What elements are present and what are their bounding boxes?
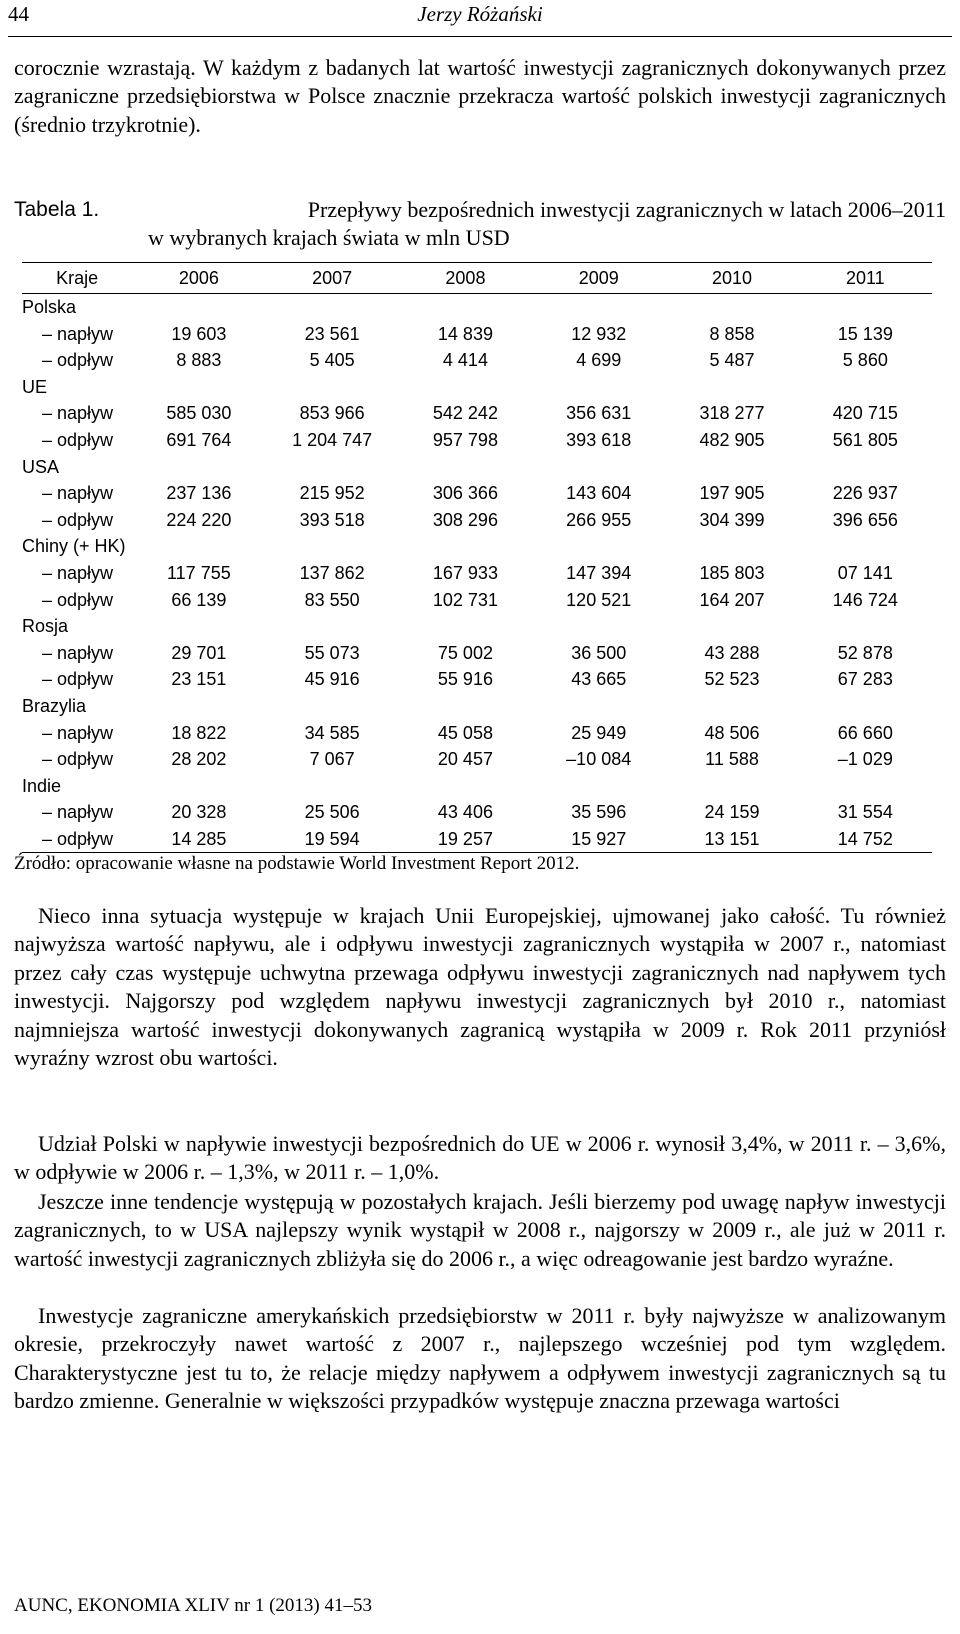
table-cell-value: 197 905: [699, 483, 765, 504]
table-caption-label: Tabela 1.: [14, 198, 100, 221]
table-cell-value: 45 916: [304, 669, 360, 690]
flow-type-label: – napływ: [42, 562, 114, 583]
fdi-flows-table: [22, 262, 932, 853]
table-cell-value: 14 752: [837, 828, 893, 849]
table-row: [22, 507, 932, 534]
table-row: [22, 427, 932, 454]
table-cell-value: 306 366: [432, 483, 498, 504]
body-paragraph: Inwestycje zagraniczne amerykańskich przedsiębiorstw w 2011 r. były najwyższe w analizowanym okresie, przekroczyły nawet wartość z 2007 r., najlepszego wcześniej pod tym względem. Charakterystyczne jest tu to, że relacje między napływem a odpływem inwestycji zagranicznych są tu bardzo zmienne. Generalnie w większości przypadków występuje znaczna przewaga wartości: [14, 1303, 946, 1414]
table-cell-value: 45 058: [437, 722, 493, 743]
table-country-row: [22, 533, 932, 560]
flow-type-label: – odpływ: [42, 669, 114, 690]
table-cell-value: 13 151: [704, 828, 760, 849]
table-cell-value: 266 955: [566, 509, 632, 530]
flow-type-label: – odpływ: [42, 749, 114, 770]
table-cell-value: 20 328: [171, 802, 227, 823]
flow-type-label: – napływ: [42, 642, 114, 663]
table-country-row: [22, 454, 932, 481]
table-cell-value: 15 927: [571, 828, 627, 849]
column-header-year: 2011: [799, 263, 932, 294]
table-cell-value: 482 905: [699, 429, 765, 450]
table-cell-value: 43 406: [437, 802, 493, 823]
table-row: [22, 587, 932, 614]
table-row: [22, 720, 932, 747]
table-cell-value: 691 764: [166, 429, 232, 450]
table-caption-title-line1: Przepływy bezpośrednich inwestycji zagranicznych w latach 2006–2011: [307, 197, 946, 222]
table-row: [22, 826, 932, 853]
table-cell-value: 14 839: [437, 323, 493, 344]
table-cell-value: 36 500: [571, 642, 627, 663]
table-cell-value: 24 159: [704, 802, 760, 823]
table-cell-value: 52 878: [837, 642, 893, 663]
table-cell-value: 215 952: [299, 483, 365, 504]
table-cell-value: 19 257: [437, 828, 493, 849]
table-source-note: Źródło: opracowanie własne na podstawie World Investment Report 2012.: [14, 853, 580, 874]
table-cell-value: 18 822: [171, 722, 227, 743]
intro-paragraph: corocznie wzrastają. W każdym z badanych lat wartość inwestycji zagranicznych dokonywanych przez zagraniczne przedsiębiorstwa w Polsce znacznie przekracza wartość polskich inwestycji zagranicznych (średnio trzykrotnie).: [14, 55, 946, 137]
column-header-year: 2007: [266, 263, 399, 294]
table-row: [22, 321, 932, 348]
table-cell-value: 28 202: [171, 749, 227, 770]
table-cell-value: 147 394: [566, 562, 632, 583]
running-header-author: Jerzy Różański: [417, 2, 543, 26]
country-name: Indie: [22, 775, 62, 796]
table-cell-value: 7 067: [309, 749, 355, 770]
table-cell-value: 4 414: [442, 350, 488, 371]
table-cell-value: 55 916: [437, 669, 493, 690]
table-cell-value: 226 937: [832, 483, 898, 504]
country-name: USA: [22, 456, 60, 477]
table-cell-value: 66 139: [171, 589, 227, 610]
column-header-year: 2008: [399, 263, 532, 294]
table-cell-value: 167 933: [432, 562, 498, 583]
table-cell-value: 83 550: [304, 589, 360, 610]
running-header: [8, 0, 952, 37]
column-header-year: 2009: [532, 263, 665, 294]
table-cell-value: 31 554: [837, 802, 893, 823]
flow-type-label: – odpływ: [42, 828, 114, 849]
table-cell-value: 542 242: [432, 403, 498, 424]
column-header-year: 2010: [665, 263, 798, 294]
table-cell-value: 5 405: [309, 350, 355, 371]
table-cell-value: 143 604: [566, 483, 632, 504]
table-cell-value: 356 631: [566, 403, 632, 424]
country-name: Brazylia: [22, 695, 87, 716]
table-cell-value: 137 862: [299, 562, 365, 583]
table-cell-value: 585 030: [166, 403, 232, 424]
column-header-countries: Kraje: [22, 263, 132, 294]
table-row: [22, 480, 932, 507]
table-cell-value: 23 151: [171, 669, 227, 690]
table-country-row: [22, 294, 932, 321]
table-cell-value: 1 204 747: [292, 429, 373, 450]
table-cell-value: 224 220: [166, 509, 232, 530]
table-cell-value: 8 858: [709, 323, 755, 344]
table-country-row: [22, 374, 932, 401]
table-cell-value: 43 288: [704, 642, 760, 663]
table-body: [22, 294, 932, 853]
flow-type-label: – odpływ: [42, 429, 114, 450]
country-name: Polska: [22, 297, 77, 317]
table-cell-value: 853 966: [299, 403, 365, 424]
flow-type-label: – odpływ: [42, 589, 114, 610]
table-cell-value: 66 660: [837, 722, 893, 743]
table-row: [22, 746, 932, 773]
table-row: [22, 400, 932, 427]
table-cell-value: 19 603: [171, 323, 227, 344]
flow-type-label: – napływ: [42, 483, 114, 504]
page-number: 44: [8, 2, 29, 26]
table-cell-value: 120 521: [566, 589, 632, 610]
table-cell-value: 420 715: [832, 403, 898, 424]
table-cell-value: 11 588: [705, 749, 759, 770]
body-paragraph: Nieco inna sytuacja występuje w krajach Unii Europejskiej, ujmowanej jako całość. Tu również najwyższa wartość napływu, ale i odpływu inwestycji zagranicznych wystąpiła w 2007 r., natomiast przez cały czas występuje uchwytna przewaga odpływu inwestycji zagranicznych nad napływem tych inwestycji. Najgorszy pod względem napływu inwestycji zagranicznych był 2010 r., natomiast najmniejsza wartość inwestycji dokonywanych zagranicą wystąpiła w 2009 r. Rok 2011 przyniósł wyraźny wzrost obu wartości.: [14, 903, 946, 1071]
table-cell-value: 23 561: [304, 323, 360, 344]
table-caption-title-line2: w wybranych krajach świata w mln USD: [148, 225, 510, 251]
table-cell-value: 561 805: [832, 429, 898, 450]
table-cell-value: 396 656: [832, 509, 898, 530]
table-cell-value: 5 860: [842, 350, 888, 371]
table-cell-value: 25 949: [571, 722, 627, 743]
country-name: Chiny (+ HK): [22, 536, 126, 557]
table-cell-value: 308 296: [432, 509, 498, 530]
table-cell-value: 304 399: [699, 509, 765, 530]
table-row: [22, 640, 932, 667]
country-name: Rosja: [22, 616, 69, 637]
journal-footer: AUNC, EKONOMIA XLIV nr 1 (2013) 41–53: [14, 1595, 372, 1616]
table-cell-value: 52 523: [704, 669, 760, 690]
table-cell-value: 117 755: [167, 562, 231, 583]
table-cell-value: 29 701: [171, 642, 227, 663]
table-cell-value: 25 506: [304, 802, 360, 823]
country-name: UE: [22, 376, 48, 397]
table-cell-value: 14 285: [171, 828, 227, 849]
table-cell-value: 07 141: [837, 562, 893, 583]
table-cell-value: 4 699: [576, 350, 622, 371]
table-cell-value: 67 283: [837, 669, 893, 690]
table-cell-value: –1 029: [837, 749, 893, 770]
table-cell-value: 957 798: [432, 429, 498, 450]
table-cell-value: 55 073: [304, 642, 360, 663]
table-cell-value: 43 665: [571, 669, 627, 690]
body-paragraph: Jeszcze inne tendencje występują w pozostałych krajach. Jeśli bierzemy pod uwagę napływ inwestycji zagranicznych, to w USA najlepszy wynik wystąpił w 2008 r., najgorszy w 2009 r., ale już w 2011 r. wartość inwestycji zagranicznych zbliżyła się do 2006 r., a więc odreagowanie jest bardzo wyraźne.: [14, 1189, 946, 1271]
table-cell-value: –10 084: [566, 749, 632, 770]
table-row: [22, 560, 932, 587]
flow-type-label: – odpływ: [42, 350, 114, 371]
table-cell-value: 102 731: [432, 589, 498, 610]
table-row: [22, 666, 932, 693]
body-paragraph: Udział Polski w napływie inwestycji bezpośrednich do UE w 2006 r. wynosił 3,4%, w 2011 r. – 3,6%, w odpływie w 2006 r. – 1,3%, w 2011 r. – 1,0%.: [14, 1131, 946, 1185]
table-country-row: [22, 693, 932, 720]
flow-type-label: – napływ: [42, 802, 114, 823]
flow-type-label: – napływ: [42, 722, 114, 743]
table-cell-value: 393 518: [299, 509, 365, 530]
table-cell-value: 185 803: [699, 562, 765, 583]
table-cell-value: 35 596: [571, 802, 627, 823]
table-cell-value: 20 457: [437, 749, 493, 770]
table-cell-value: 19 594: [304, 828, 360, 849]
table-cell-value: 48 506: [704, 722, 760, 743]
table-row: [22, 799, 932, 826]
table-cell-value: 8 883: [176, 350, 222, 371]
table-country-row: [22, 773, 932, 800]
flow-type-label: – napływ: [42, 403, 114, 424]
table-cell-value: 393 618: [566, 429, 632, 450]
flow-type-label: – odpływ: [42, 509, 114, 530]
table-cell-value: 318 277: [699, 403, 765, 424]
table-cell-value: 5 487: [709, 350, 755, 371]
table-country-row: [22, 613, 932, 640]
flow-type-label: – napływ: [42, 323, 114, 344]
table-cell-value: 146 724: [832, 589, 898, 610]
table-cell-value: 75 002: [437, 642, 493, 663]
table-cell-value: 15 139: [837, 323, 893, 344]
table-cell-value: 12 932: [571, 323, 627, 344]
table-cell-value: 164 207: [699, 589, 765, 610]
table-cell-value: 237 136: [166, 483, 232, 504]
column-header-year: 2006: [132, 263, 265, 294]
table-header-row: [22, 263, 932, 294]
table-caption: [14, 196, 946, 253]
table-cell-value: 34 585: [304, 722, 360, 743]
table-row: [22, 347, 932, 374]
